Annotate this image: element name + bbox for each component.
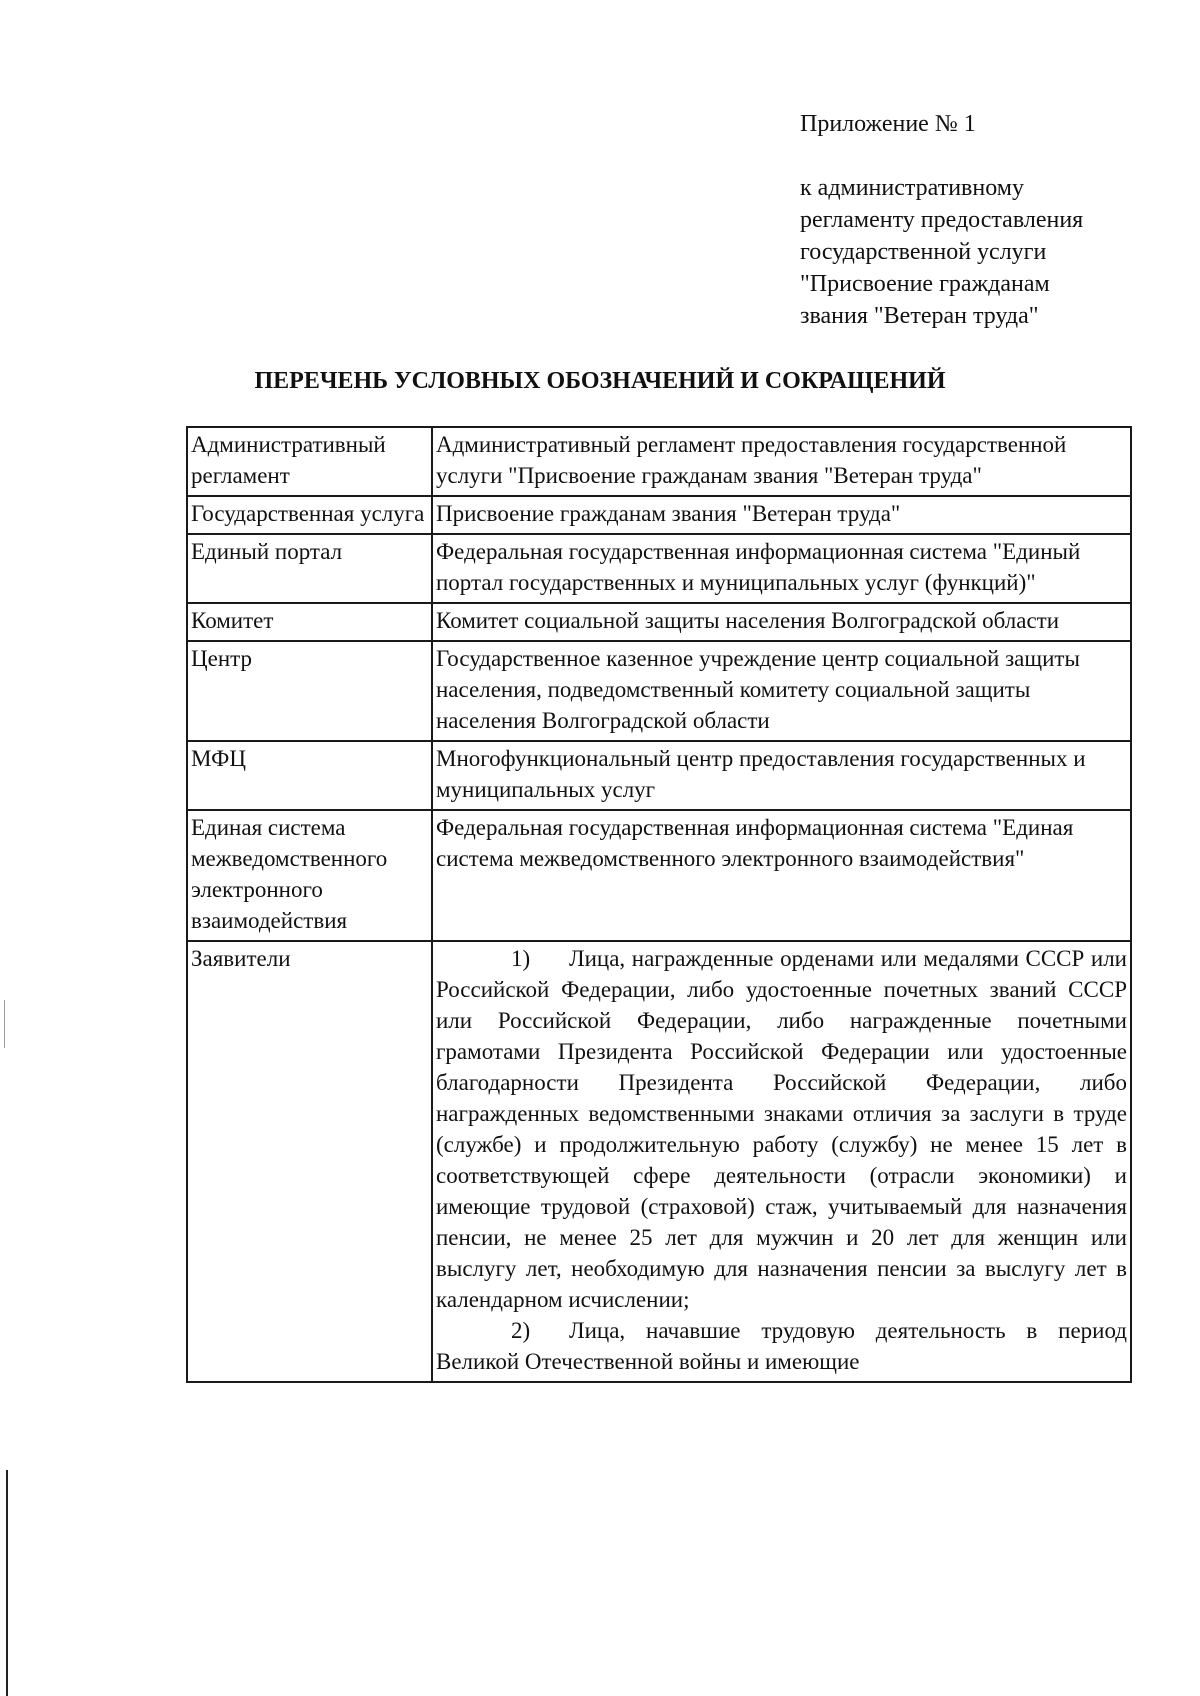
- abbreviations-table: [186, 426, 1132, 1383]
- definition-cell: Федеральная государственная информационная система "Единый портал государственных и муниципальных услуг (функций)": [432, 534, 1131, 603]
- applicant-item-number: 2): [511, 1318, 531, 1343]
- table-row: [187, 741, 1131, 810]
- term-cell: Административный регламент: [187, 427, 432, 496]
- appendix-header: [800, 108, 1180, 332]
- table-row: [187, 810, 1131, 941]
- document-title: ПЕРЕЧЕНЬ УСЛОВНЫХ ОБОЗНАЧЕНИЙ И СОКРАЩЕНИЙ: [254, 368, 946, 394]
- definition-cell: Многофункциональный центр предоставления государственных и муниципальных услуг: [432, 741, 1131, 810]
- table-row: [187, 641, 1131, 741]
- applicant-item: [436, 1315, 1127, 1377]
- term-cell: Единая система межведомственного электронного взаимодействия: [187, 810, 432, 941]
- table-row: [187, 603, 1131, 641]
- appendix-caption: [800, 172, 1180, 332]
- table-row-applicants: [187, 941, 1131, 1382]
- definition-cell: Присвоение гражданам звания "Ветеран труда": [432, 496, 1131, 534]
- scan-artifact-mark: [4, 1000, 5, 1048]
- applicant-item-text: Лица, награжденные орденами или медалями СССР или Российской Федерации, либо удостоенные почетных званий СССР или Российской Федерации, либо награжденные почетными грамотами Президента Российской Федерации или удостоенные благодарности Президента Российской Федерации, либо награжденных ведомственными знаками отличия за заслуги в труде (службе) и продолжительную работу (службу) не менее 15 лет в соответствующей сфере деятельности (отрасли экономики) и имеющие трудовой (страховой) стаж, учитываемый для назначения пенсии, не менее 25 лет для мужчин и 20 лет для женщин или выслугу лет, необходимую для назначения пенсии за выслугу лет в календарном исчислении;: [436, 946, 1127, 1312]
- scan-edge-line: [6, 1470, 8, 1696]
- definition-cell: Комитет социальной защиты населения Волгоградской области: [432, 603, 1131, 641]
- definition-cell: Административный регламент предоставления государственной услуги "Присвоение гражданам звания "Ветеран труда": [432, 427, 1131, 496]
- applicant-item: [436, 943, 1127, 1315]
- appendix-caption-line: звания "Ветеран труда": [800, 303, 1039, 329]
- appendix-number: Приложение № 1: [800, 111, 976, 137]
- term-cell: Единый портал: [187, 534, 432, 603]
- appendix-caption-line: "Присвоение гражданам: [800, 271, 1050, 297]
- table-row: [187, 496, 1131, 534]
- appendix-caption-line: к административному: [800, 175, 1024, 201]
- applicants-definition-cell: [432, 941, 1131, 1382]
- term-cell: Заявители: [187, 941, 432, 1382]
- applicant-item-text: Лица, начавшие трудовую деятельность в период Великой Отечественной войны и имеющие: [436, 1318, 1127, 1374]
- definition-cell: Федеральная государственная информационная система "Единая система межведомственного электронного взаимодействия": [432, 810, 1131, 941]
- term-cell: МФЦ: [187, 741, 432, 810]
- term-cell: Центр: [187, 641, 432, 741]
- table-row: [187, 427, 1131, 496]
- applicant-item-number: 1): [511, 946, 531, 971]
- table-row: [187, 534, 1131, 603]
- definition-cell: Государственное казенное учреждение центр социальной защиты населения, подведомственный комитету социальной защиты населения Волгоградской области: [432, 641, 1131, 741]
- appendix-caption-line: регламенту предоставления: [800, 207, 1084, 233]
- term-cell: Комитет: [187, 603, 432, 641]
- term-cell: Государственная услуга: [187, 496, 432, 534]
- appendix-caption-line: государственной услуги: [800, 239, 1047, 265]
